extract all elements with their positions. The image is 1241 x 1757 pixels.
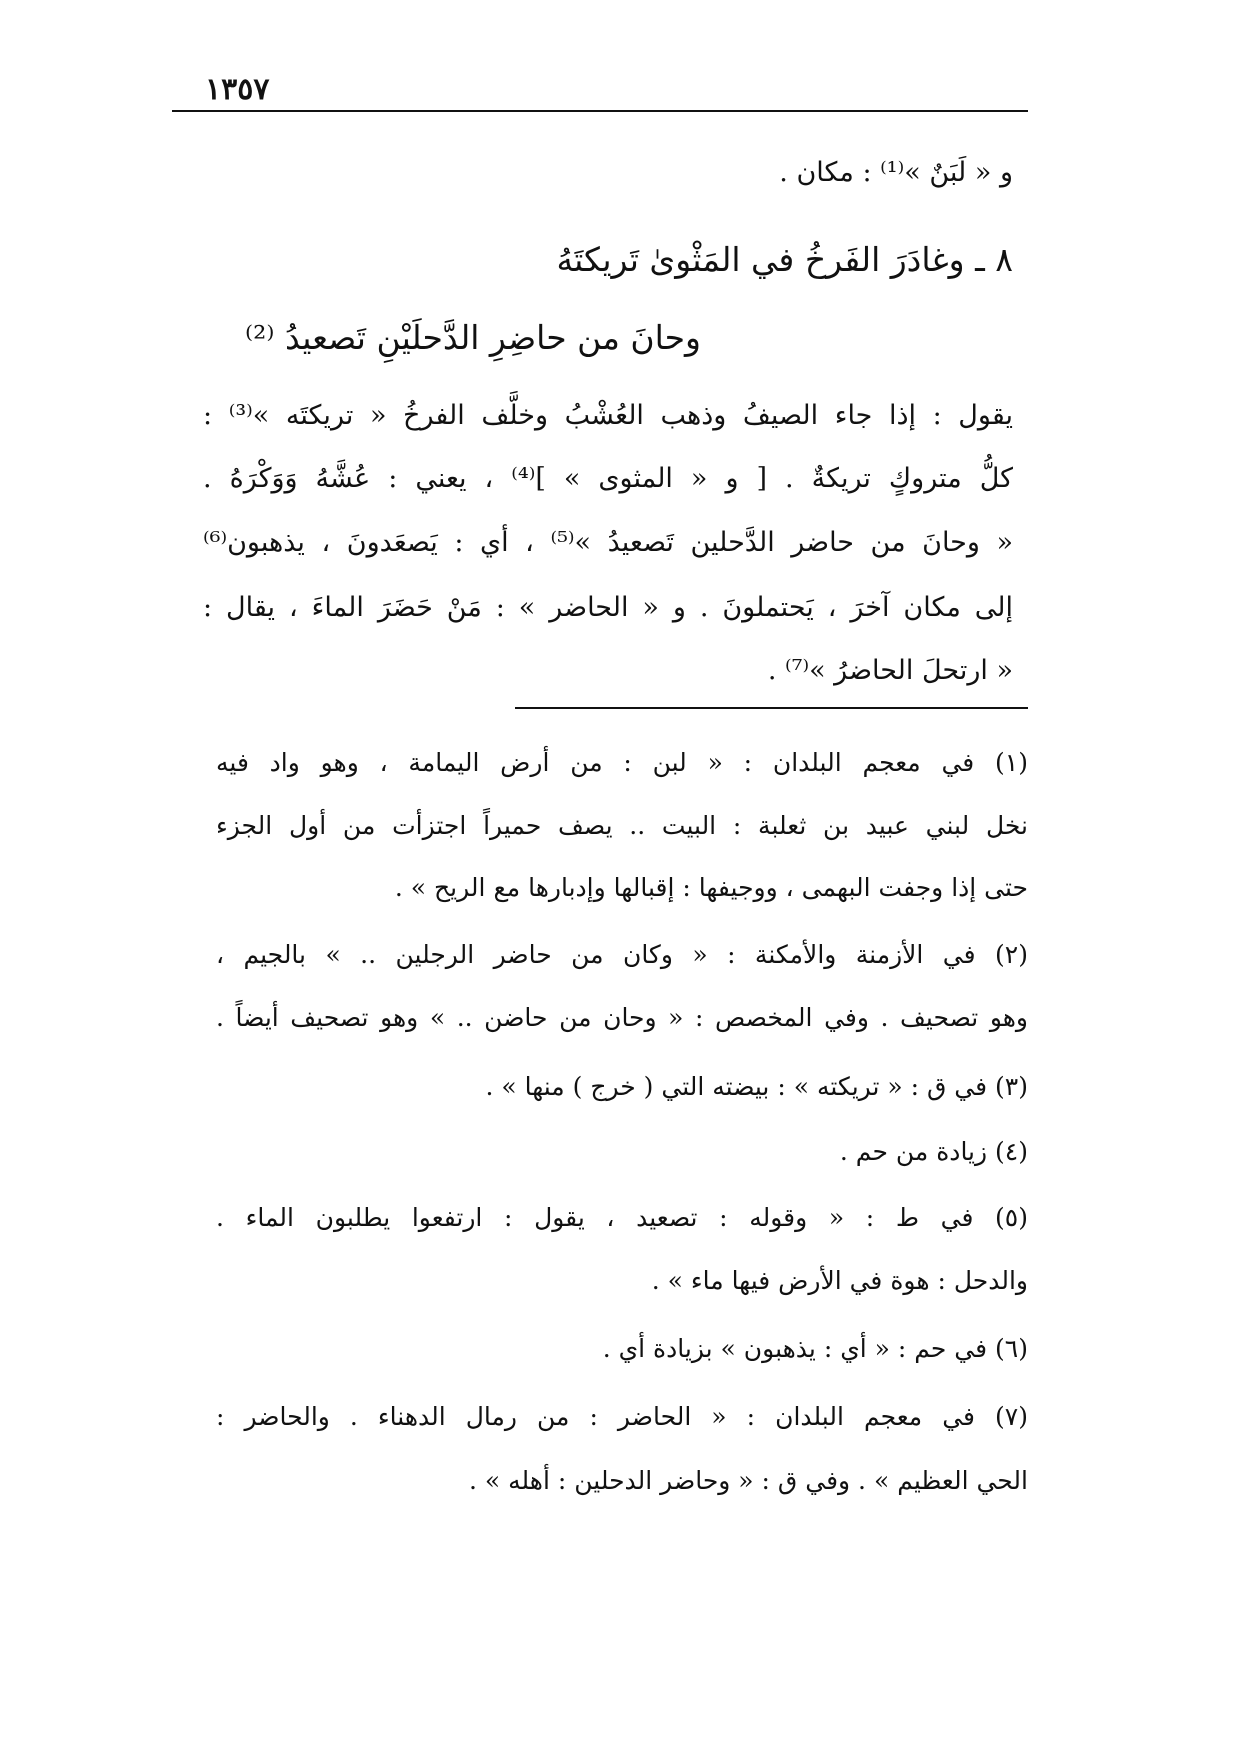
footnote-2-line-1: (٢) في الأزمنة والأمكنة : « وكان من حاضر الرجلين .. » بالجيم ، [216, 940, 1028, 969]
verse-line-1: ٨ ـ وغادَرَ الفَرخُ في المَثْوىٰ تَريكتَهُ [556, 240, 1013, 279]
verse-line-2: وحانَ من حاضِرِ الدَّحلَيْنِ تَصعيدُ ⁽²⁾ [245, 318, 701, 357]
intro-line: و « لَبَنٌ »⁽¹⁾ : مكان . [779, 157, 1013, 188]
commentary-line-2: كلُّ متروكٍ تريكةٌ . [ و « المثوى » ]⁽⁴⁾ ، يعني : عُشَّهُ وَوَكْرَهُ . [203, 463, 1014, 494]
commentary-line-5: « ارتحلَ الحاضرُ »⁽⁷⁾ . [767, 655, 1013, 686]
footnote-3: (٣) في ق : « تريكته » : بيضته التي ( خرج ) منها » . [485, 1072, 1028, 1101]
commentary-line-4: إلى مكان آخرَ ، يَحتملونَ . و « الحاضر » : مَنْ حَضَرَ الماءَ ، يقال : [203, 592, 1013, 623]
footnote-2-line-2: وهو تصحيف . وفي المخصص : « وحان من حاضن .. » وهو تصحيف أيضاً . [216, 1003, 1028, 1032]
footnote-4: (٤) زيادة من حم . [839, 1137, 1028, 1166]
footnote-7-line-2: الحي العظيم » . وفي ق : « وحاضر الدحلين : أهله » . [468, 1466, 1028, 1495]
header-rule [172, 110, 1028, 112]
footnote-7-line-1: (٧) في معجم البلدان : « الحاضر : من رمال الدهناء . والحاضر : [216, 1402, 1028, 1431]
commentary-line-1: يقول : إذا جاء الصيفُ وذهب العُشْبُ وخلَّف الفرخُ « تريكتَه »⁽³⁾ : [203, 400, 1014, 431]
footnote-6: (٦) في حم : « أي : يذهبون » بزيادة أي . [602, 1334, 1028, 1363]
footnote-5-line-1: (٥) في ط : « وقوله : تصعيد ، يقول : ارتفعوا يطلبون الماء . [216, 1203, 1028, 1232]
footnote-1-line-3: حتى إذا وجفت البهمى ، ووجيفها : إقبالها وإدبارها مع الريح » . [394, 873, 1028, 902]
footnote-1-line-2: نخل لبني عبيد بن ثعلبة : البيت .. يصف حميراً اجتزأت من أول الجزء [216, 811, 1028, 840]
footnote-1-line-1: (١) في معجم البلدان : « لبن : من أرض اليمامة ، وهو واد فيه [216, 748, 1028, 777]
footnote-5-line-2: والدحل : هوة في الأرض فيها ماء » . [651, 1266, 1028, 1295]
page-number: ١٣٥٧ [205, 72, 270, 107]
footnotes-rule [515, 707, 1028, 709]
commentary-line-3: « وحانَ من حاضر الدَّحلين تَصعيدُ »⁽⁵⁾ ، أي : يَصعَدونَ ، يذهبون⁽⁶⁾ [203, 527, 1013, 558]
